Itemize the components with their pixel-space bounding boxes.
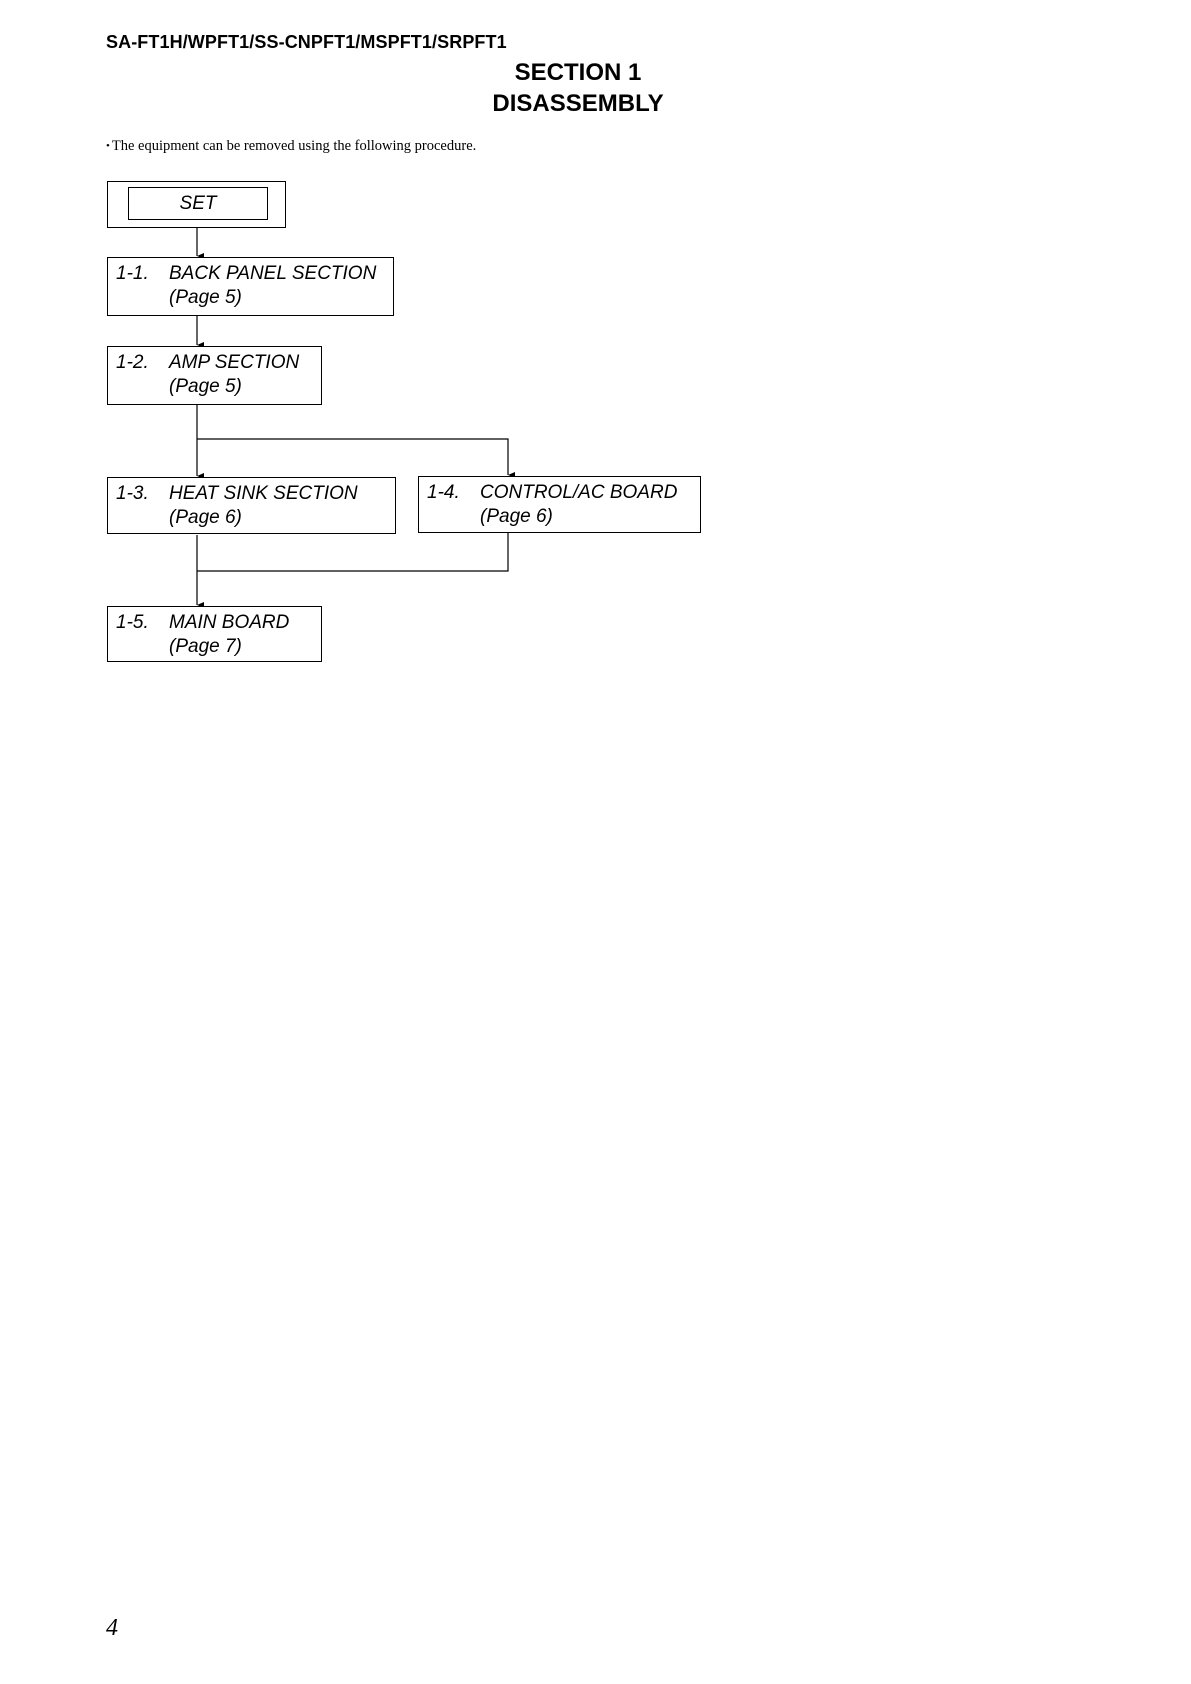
- step-title: CONTROL/AC BOARD: [480, 482, 678, 503]
- step-number: 1-5.: [116, 612, 149, 633]
- step-page-ref: (Page 6): [169, 507, 242, 528]
- section-number: SECTION 1: [514, 59, 642, 86]
- step-page-ref: (Page 7): [169, 636, 242, 657]
- step-title: HEAT SINK SECTION: [169, 483, 358, 504]
- step-title: MAIN BOARD: [169, 612, 290, 633]
- flow-step-1-4: [418, 476, 701, 533]
- model-header: SA-FT1H/WPFT1/SS-CNPFT1/MSPFT1/SRPFT1: [106, 32, 507, 52]
- flow-step-1-1: [107, 257, 394, 316]
- step-number: 1-2.: [116, 352, 149, 373]
- step-page-ref: (Page 5): [169, 376, 242, 397]
- step-number: 1-1.: [116, 263, 149, 284]
- flow-step-1-3: [107, 477, 396, 534]
- section-name: DISASSEMBLY: [492, 90, 664, 117]
- arrow-branch-to-1-4: [197, 439, 508, 475]
- step-number: 1-3.: [116, 483, 149, 504]
- step-title: BACK PANEL SECTION: [169, 263, 377, 284]
- intro-sentence: The equipment can be removed using the following procedure.: [111, 138, 477, 154]
- connector-1-4-merge: [197, 533, 508, 571]
- step-page-ref: (Page 6): [480, 506, 553, 527]
- flow-step-1-5: [107, 606, 322, 662]
- page-number: 4: [106, 1615, 118, 1641]
- step-title: AMP SECTION: [169, 352, 300, 373]
- step-page-ref: (Page 5): [169, 287, 242, 308]
- flow-step-1-2: [107, 346, 322, 405]
- flow-start-box: [107, 181, 286, 228]
- bullet-icon: •: [106, 140, 110, 152]
- step-number: 1-4.: [427, 482, 460, 503]
- flow-start-label: SET: [128, 187, 268, 220]
